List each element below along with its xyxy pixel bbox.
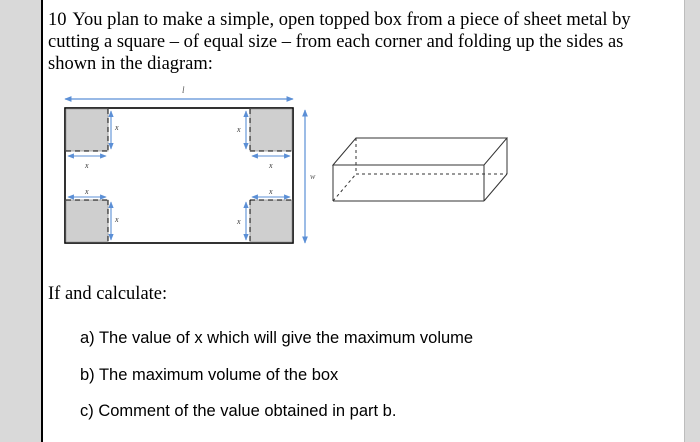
question-text — [48, 9, 658, 75]
cut-label: x — [237, 125, 241, 134]
cut-label: x — [237, 217, 241, 226]
open-box-3d — [333, 138, 507, 201]
length-label: l — [182, 85, 185, 95]
cut-label: x — [115, 215, 119, 224]
question-body: You plan to make a simple, open topped box from a piece of sheet metal by cutting a square – of equal size – from each corner and folding up the sides as shown in the diagram: — [48, 10, 631, 74]
width-label: w — [310, 172, 316, 181]
cut-label: x — [85, 161, 89, 170]
box-diagram — [43, 80, 684, 260]
part-c: c) Comment of the value obtained in part b. — [80, 402, 397, 420]
parts-list — [80, 329, 473, 439]
document-page — [41, 0, 685, 442]
corner-square-top-left — [66, 109, 108, 151]
question-number: 10 — [48, 10, 67, 30]
corner-square-bottom-left — [66, 200, 108, 242]
cut-height-arrows — [111, 111, 246, 240]
cut-width-arrows — [68, 156, 290, 197]
corner-square-top-right — [250, 109, 292, 151]
part-a: a) The value of x which will give the maximum volume — [80, 329, 474, 347]
part-b: b) The maximum volume of the box — [80, 365, 339, 384]
cut-label: x — [85, 187, 89, 196]
cut-label: x — [115, 123, 119, 132]
instruction-text: If and calculate: — [48, 284, 168, 304]
cut-label: x — [269, 161, 273, 170]
cut-label: x — [269, 187, 273, 196]
corner-square-bottom-right — [250, 200, 292, 242]
